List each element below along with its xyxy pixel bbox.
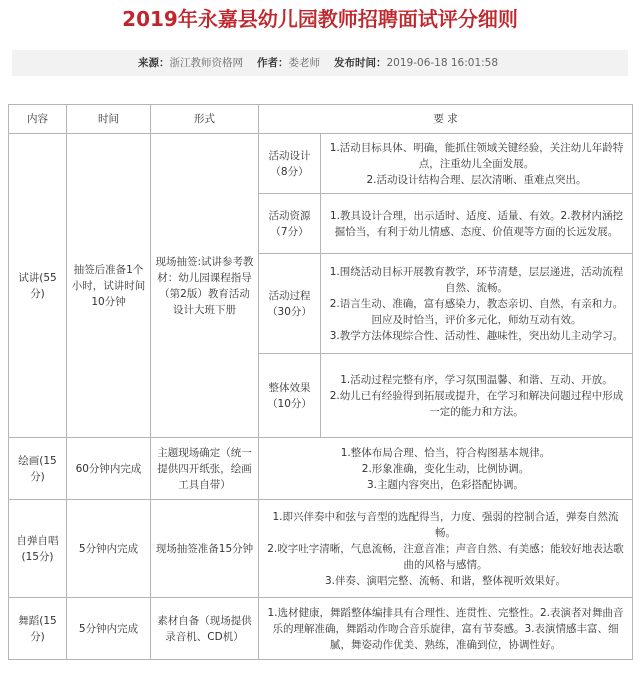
table-row	[9, 598, 633, 660]
header-content: 内容	[9, 105, 67, 134]
cell-content-wudao: 舞蹈(15分)	[9, 598, 67, 660]
article-title: 2019年永嘉县幼儿园教师招聘面试评分细则	[122, 7, 518, 31]
requirement-line: 2.咬字吐字清晰，气息流畅，注意音准；声音自然、有美感；能较好地表达歌曲的风格与感情。	[267, 542, 624, 571]
cell-form-shijiang: 现场抽签:试讲参考教材：幼儿园课程指导（第2版）教育活动设计大班下册	[151, 134, 259, 438]
requirement-line: 1.选材健康，舞蹈整体编排具有合理性、连贯性、完整性。2.表演者对舞曲音乐的理解准确，舞蹈动作吻合音乐旋律，富有节奏感。3.表演情感丰富、细腻，舞姿动作优美、熟练，准确到位，协调性好。	[267, 606, 624, 651]
header-requirements: 要 求	[259, 105, 633, 134]
cell-time-zitan: 5分钟内完成	[67, 500, 151, 598]
requirement-line: 3.伴奏、演唱完整、流畅、和谐，整体视听效果好。	[324, 574, 567, 587]
requirement-line: 1.活动目标具体、明确，能抓住领域关键经验，关注幼儿年龄特点，注重幼儿全面发展。	[329, 141, 624, 170]
requirement-line: 1.即兴伴奏中和弦与音型的选配得当，力度、强弱的控制合适，弹奏自然流畅。	[272, 510, 619, 539]
cell-content-shijiang: 试讲(55分)	[9, 134, 67, 438]
cell-content-zitan: 自弹自唱(15分)	[9, 500, 67, 598]
requirement-line: 2.幼儿已有经验得到拓展或提升，在学习和解决问题过程中形成一定的能力和方法。	[329, 389, 624, 418]
requirement-line: 3.主题内容突出，色彩搭配协调。	[366, 478, 525, 491]
table-row	[9, 134, 633, 194]
date-value: 2019-06-18 16:01:58	[386, 57, 499, 69]
date-label: 发布时间：	[334, 57, 387, 69]
requirement-line: 1.活动过程完整有序，学习氛围温馨、和谐、互动、开放。	[340, 373, 613, 386]
cell-time-huihua: 60分钟内完成	[67, 438, 151, 500]
requirement-line: 2.形象准确，变化生动，比例协调。	[361, 462, 530, 475]
table-row	[9, 438, 633, 500]
author-label: 作者：	[256, 57, 289, 69]
source-value: 浙江教师资格网	[169, 57, 243, 69]
cell-requirements	[259, 438, 633, 500]
requirement-line: 3.教学方法体现综合性、活动性、趣味性，突出幼儿主动学习。	[329, 329, 624, 342]
cell-form-zitan: 现场抽签准备15分钟	[151, 500, 259, 598]
requirement-line: 1.整体布局合理、恰当，符合构图基本规律。	[340, 446, 551, 459]
article-meta	[12, 50, 628, 76]
cell-time-wudao: 5分钟内完成	[67, 598, 151, 660]
cell-sub-name: 活动过程（30分）	[259, 254, 321, 354]
requirement-line: 1.教具设计合理，出示适时、适度、适量、有效。2.教材内涵挖掘恰当，有利于幼儿情感、态度、价值观等方面的长远发展。	[329, 209, 624, 238]
cell-time-shijiang: 抽签后准备1个小时，试讲时间10分钟	[67, 134, 151, 438]
header-form: 形式	[151, 105, 259, 134]
requirement-line: 2.活动设计结构合理、层次清晰、重难点突出。	[366, 173, 587, 186]
cell-content-huihua: 绘画(15分)	[9, 438, 67, 500]
cell-requirements	[321, 134, 633, 194]
author-value: 娄老师	[288, 57, 320, 69]
cell-sub-name: 活动资源（7分）	[259, 194, 321, 254]
table-header-row	[9, 105, 633, 134]
cell-requirements	[321, 194, 633, 254]
requirement-line: 1.围绕活动目标开展教育教学，环节清楚，层层递进，活动流程自然、流畅。	[329, 265, 624, 294]
cell-requirements	[321, 354, 633, 438]
source-label: 来源：	[137, 57, 170, 69]
cell-requirements	[259, 500, 633, 598]
cell-sub-name: 整体效果（10分）	[259, 354, 321, 438]
cell-form-wudao: 素材自备（现场提供录音机、CD机）	[151, 598, 259, 660]
cell-sub-name: 活动设计（8分）	[259, 134, 321, 194]
header-time: 时间	[67, 105, 151, 134]
table-row	[9, 500, 633, 598]
cell-form-huihua: 主题现场确定（统一提供四开纸张，绘画工具自带）	[151, 438, 259, 500]
cell-requirements	[321, 254, 633, 354]
cell-requirements	[259, 598, 633, 660]
requirement-line: 2.语言生动、准确，富有感染力，教态亲切、自然，有亲和力。回应及时恰当，评价多元化，师幼互动有效。	[329, 297, 624, 326]
scoring-table	[8, 104, 633, 660]
